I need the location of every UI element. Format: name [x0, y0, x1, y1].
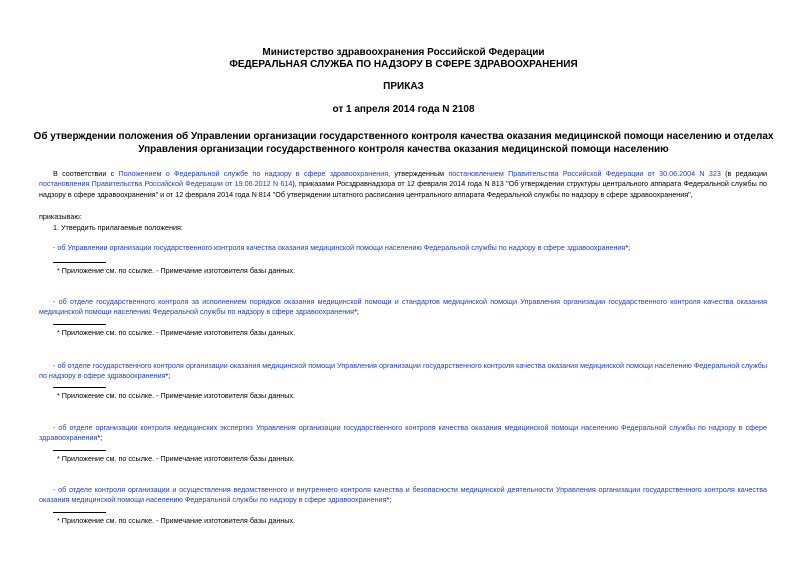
regulation-link[interactable]: Положением о Федеральной службе по надзору в сфере здравоохранения: [118, 169, 389, 178]
list-item: [39, 243, 767, 253]
preamble-text-1: В соответствии с: [53, 169, 115, 178]
footnote: * Приложение см. по ссылке. - Примечание изготовителя базы данных.: [57, 391, 296, 400]
footnote-divider: [53, 450, 106, 451]
regulation-link-item-5[interactable]: - об отделе контроля организации и осуществления ведомственного и внутреннего контроля качества и безопасности медицинской деятельности Управления организации государственного контроля качества оказания медицинской помощи населению Федеральной службы по надзору в сфере здравоохранения: [39, 485, 767, 505]
list-item: [39, 361, 767, 382]
item-suffix: *;: [625, 243, 631, 252]
item-suffix: *;: [386, 495, 392, 505]
list-item: [39, 297, 767, 318]
item-suffix: *;: [165, 371, 171, 381]
regulation-link-item-2[interactable]: - об отделе государственного контроля за исполнением порядков оказания медицинской помощи и стандартов медицинской помощи Управления организации государственного контроля качества оказания медицинской помощи населению Федеральной службы по надзору в сфере здравоохранения: [39, 297, 767, 317]
date-number-heading: от 1 апреля 2014 года N 2108: [332, 104, 475, 115]
list-item: [39, 485, 767, 506]
item-suffix: *;: [354, 307, 359, 317]
preamble-text-2: , утвержденным: [388, 169, 445, 178]
footnote: * Приложение см. по ссылке. - Примечание изготовителя базы данных.: [57, 328, 296, 337]
order-word: приказываю:: [39, 212, 82, 221]
footnote-divider: [53, 262, 106, 263]
document-title: Об утверждении положения об Управлении организации государственного контроля качества оказания медицинской помощи населению и отделах Управления организации государственного контроля качества оказания медицинской помощи населению: [33, 131, 774, 155]
decree-614-link[interactable]: постановления Правительства Российской Федерации от 19.06.2012 N 614: [39, 179, 293, 189]
footnote-divider: [53, 324, 106, 325]
footnote: * Приложение см. по ссылке. - Примечание изготовителя базы данных.: [57, 266, 296, 275]
point-1: 1. Утвердить прилагаемые положения:: [53, 223, 183, 232]
footnote-divider: [53, 387, 106, 388]
preamble-text-3: (в редакции: [725, 169, 767, 178]
regulation-link-item-3[interactable]: - об отделе государственного контроля организации оказания медицинской помощи Управления организации государственного контроля качества оказания медицинской помощи населению Федеральной службы по надзору в сфере здравоохранения: [39, 361, 767, 381]
preamble-text-4: ), приказами Росздравнадзора от 12 февраля 2014 года N 813 "Об утверждении структуры центрального аппарата Федеральной службы по надзору в сфере здравоохранения" и от 12 февраля 2014 года N 814 "Об утверждении штатного расписания центрального аппарата Федеральной службы по надзору в сфере здравоохранения",: [39, 179, 767, 199]
footnote: * Приложение см. по ссылке. - Примечание изготовителя базы данных.: [57, 454, 296, 463]
list-item: [39, 423, 767, 444]
decree-323-link[interactable]: постановлением Правительства Российской Федерации от 30.06.2004 N 323: [448, 169, 721, 178]
preamble-paragraph: [39, 169, 767, 200]
doc-type-heading: ПРИКАЗ: [383, 81, 424, 92]
service-heading: ФЕДЕРАЛЬНАЯ СЛУЖБА ПО НАДЗОРУ В СФЕРЕ ЗДРАВООХРАНЕНИЯ: [229, 59, 578, 70]
item-suffix: *;: [97, 433, 103, 443]
ministry-heading: Министерство здравоохранения Российской Федерации: [262, 47, 545, 58]
footnote-divider: [53, 512, 106, 513]
regulation-link-item-4[interactable]: - об отделе организации контроля медицинских экспертиз Управления организации государственного контроля качества оказания медицинской помощи населению Федеральной службы по надзору в сфере здравоохранения: [39, 423, 767, 443]
footnote: * Приложение см. по ссылке. - Примечание изготовителя базы данных.: [57, 516, 296, 525]
regulation-link-item-1[interactable]: - об Управлении организации государственного контроля качества оказания медицинской помощи населению Федеральной службы по надзору в сфере здравоохранения: [53, 243, 626, 252]
